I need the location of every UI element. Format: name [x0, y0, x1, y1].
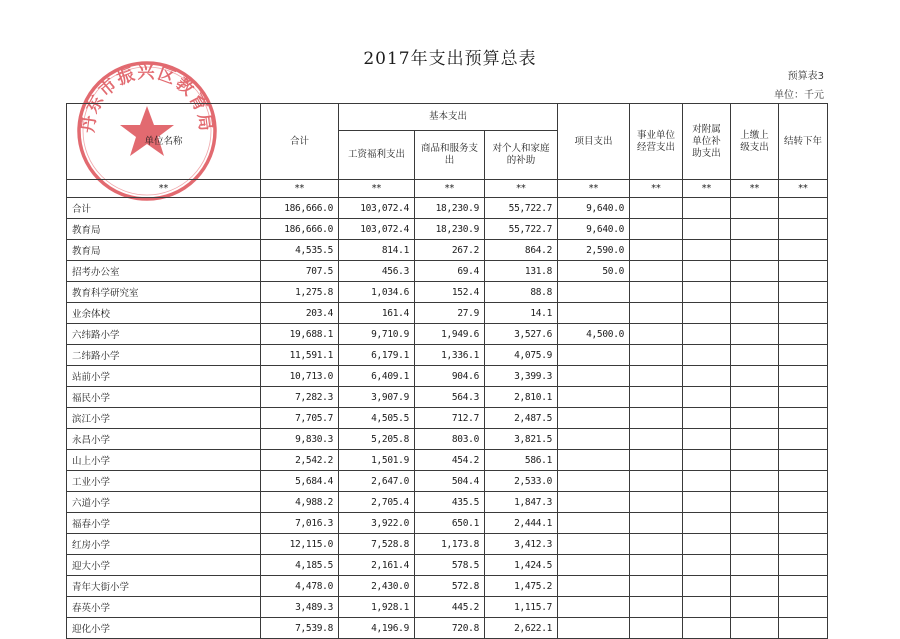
business-cell — [630, 219, 683, 240]
goods-cell: 18,230.9 — [415, 198, 485, 219]
wages-cell: 4,505.5 — [339, 408, 415, 429]
goods-cell: 578.5 — [415, 555, 485, 576]
upper-cell — [731, 219, 779, 240]
business-cell — [630, 534, 683, 555]
marker-cell: ** — [261, 180, 339, 198]
wages-cell: 456.3 — [339, 261, 415, 282]
goods-cell: 445.2 — [415, 597, 485, 618]
affiliated-cell — [683, 555, 731, 576]
subsidy-cell: 2,622.1 — [485, 618, 558, 639]
upper-cell — [731, 576, 779, 597]
project-cell — [558, 387, 630, 408]
marker-cell: ** — [339, 180, 415, 198]
upper-cell — [731, 555, 779, 576]
wages-cell: 6,409.1 — [339, 366, 415, 387]
goods-cell: 572.8 — [415, 576, 485, 597]
unit-name-cell: 教育局 — [67, 219, 261, 240]
affiliated-cell — [683, 597, 731, 618]
total-cell: 12,115.0 — [261, 534, 339, 555]
project-cell — [558, 366, 630, 387]
carryover-cell — [779, 198, 828, 219]
subsidy-cell: 88.8 — [485, 282, 558, 303]
col-carryover: 结转下年 — [779, 104, 828, 180]
unit-name-cell: 招考办公室 — [67, 261, 261, 282]
upper-cell — [731, 534, 779, 555]
total-cell: 7,282.3 — [261, 387, 339, 408]
project-cell — [558, 576, 630, 597]
goods-cell: 69.4 — [415, 261, 485, 282]
wages-cell: 161.4 — [339, 303, 415, 324]
unit-name-cell: 山上小学 — [67, 450, 261, 471]
business-cell — [630, 555, 683, 576]
wages-cell: 103,072.4 — [339, 198, 415, 219]
wages-cell: 1,928.1 — [339, 597, 415, 618]
marker-cell: ** — [630, 180, 683, 198]
business-cell — [630, 597, 683, 618]
affiliated-cell — [683, 429, 731, 450]
table-row — [67, 303, 828, 324]
total-cell: 10,713.0 — [261, 366, 339, 387]
marker-cell: ** — [731, 180, 779, 198]
total-cell: 203.4 — [261, 303, 339, 324]
table-row — [67, 345, 828, 366]
total-cell: 186,666.0 — [261, 198, 339, 219]
table-row — [67, 198, 828, 219]
carryover-cell — [779, 618, 828, 639]
upper-cell — [731, 450, 779, 471]
upper-cell — [731, 198, 779, 219]
goods-cell: 18,230.9 — [415, 219, 485, 240]
total-cell: 4,478.0 — [261, 576, 339, 597]
affiliated-cell — [683, 324, 731, 345]
subsidy-cell: 3,399.3 — [485, 366, 558, 387]
affiliated-cell — [683, 240, 731, 261]
project-cell — [558, 429, 630, 450]
business-cell — [630, 366, 683, 387]
marker-row — [67, 180, 828, 198]
unit-name-cell: 二纬路小学 — [67, 345, 261, 366]
business-cell — [630, 198, 683, 219]
total-cell: 707.5 — [261, 261, 339, 282]
business-cell — [630, 345, 683, 366]
subsidy-cell: 14.1 — [485, 303, 558, 324]
table-row — [67, 282, 828, 303]
table-row — [67, 219, 828, 240]
goods-cell: 720.8 — [415, 618, 485, 639]
subsidy-cell: 864.2 — [485, 240, 558, 261]
project-cell — [558, 471, 630, 492]
affiliated-cell — [683, 534, 731, 555]
project-cell: 50.0 — [558, 261, 630, 282]
business-cell — [630, 408, 683, 429]
upper-cell — [731, 366, 779, 387]
business-cell — [630, 324, 683, 345]
affiliated-cell — [683, 492, 731, 513]
upper-cell — [731, 345, 779, 366]
carryover-cell — [779, 240, 828, 261]
project-cell — [558, 513, 630, 534]
total-cell: 19,688.1 — [261, 324, 339, 345]
marker-cell: ** — [67, 180, 261, 198]
goods-cell: 267.2 — [415, 240, 485, 261]
subsidy-cell: 1,115.7 — [485, 597, 558, 618]
upper-cell — [731, 597, 779, 618]
affiliated-cell — [683, 345, 731, 366]
marker-cell: ** — [485, 180, 558, 198]
total-cell: 7,539.8 — [261, 618, 339, 639]
subsidy-cell: 1,847.3 — [485, 492, 558, 513]
upper-cell — [731, 408, 779, 429]
col-subsidy: 对个人和家庭的补助 — [485, 131, 558, 180]
page-title: 2017年支出预算总表 — [363, 49, 537, 69]
business-cell — [630, 618, 683, 639]
unit-name-cell: 红房小学 — [67, 534, 261, 555]
subsidy-cell: 3,821.5 — [485, 429, 558, 450]
marker-cell: ** — [779, 180, 828, 198]
unit-name-cell: 合计 — [67, 198, 261, 219]
project-cell — [558, 618, 630, 639]
upper-cell — [731, 429, 779, 450]
unit-name-cell: 春英小学 — [67, 597, 261, 618]
wages-cell: 2,647.0 — [339, 471, 415, 492]
subsidy-cell: 4,075.9 — [485, 345, 558, 366]
project-cell: 2,590.0 — [558, 240, 630, 261]
business-cell — [630, 240, 683, 261]
wages-cell: 4,196.9 — [339, 618, 415, 639]
project-cell — [558, 345, 630, 366]
table-row — [67, 597, 828, 618]
project-cell — [558, 492, 630, 513]
col-unit-name: 单位名称 — [67, 104, 261, 180]
affiliated-cell — [683, 576, 731, 597]
marker-cell: ** — [415, 180, 485, 198]
goods-cell: 564.3 — [415, 387, 485, 408]
wages-cell: 3,907.9 — [339, 387, 415, 408]
affiliated-cell — [683, 303, 731, 324]
affiliated-cell — [683, 282, 731, 303]
goods-cell: 454.2 — [415, 450, 485, 471]
wages-cell: 103,072.4 — [339, 219, 415, 240]
col-goods: 商品和服务支出 — [415, 131, 485, 180]
total-cell: 186,666.0 — [261, 219, 339, 240]
subsidy-cell: 3,527.6 — [485, 324, 558, 345]
affiliated-cell — [683, 261, 731, 282]
goods-cell: 650.1 — [415, 513, 485, 534]
subsidy-cell: 55,722.7 — [485, 198, 558, 219]
total-cell: 4,535.5 — [261, 240, 339, 261]
unit-name-cell: 教育科学研究室 — [67, 282, 261, 303]
unit-name-cell: 福民小学 — [67, 387, 261, 408]
project-cell — [558, 450, 630, 471]
project-cell — [558, 597, 630, 618]
wages-cell: 2,430.0 — [339, 576, 415, 597]
affiliated-cell — [683, 366, 731, 387]
goods-cell: 1,336.1 — [415, 345, 485, 366]
upper-cell — [731, 618, 779, 639]
goods-cell: 504.4 — [415, 471, 485, 492]
carryover-cell — [779, 492, 828, 513]
col-business: 事业单位经营支出 — [630, 104, 683, 180]
col-wages: 工资福利支出 — [339, 131, 415, 180]
form-number: 预算表3 — [787, 71, 824, 82]
table-row — [67, 450, 828, 471]
subsidy-cell: 55,722.7 — [485, 219, 558, 240]
upper-cell — [731, 303, 779, 324]
project-cell: 9,640.0 — [558, 219, 630, 240]
carryover-cell — [779, 303, 828, 324]
goods-cell: 435.5 — [415, 492, 485, 513]
unit-name-cell: 福春小学 — [67, 513, 261, 534]
table-row — [67, 492, 828, 513]
project-cell — [558, 303, 630, 324]
table-row — [67, 429, 828, 450]
subsidy-cell: 2,444.1 — [485, 513, 558, 534]
total-cell: 5,684.4 — [261, 471, 339, 492]
carryover-cell — [779, 345, 828, 366]
table-row — [67, 471, 828, 492]
carryover-cell — [779, 261, 828, 282]
carryover-cell — [779, 408, 828, 429]
table-row — [67, 387, 828, 408]
business-cell — [630, 471, 683, 492]
marker-cell: ** — [683, 180, 731, 198]
total-cell: 4,185.5 — [261, 555, 339, 576]
subsidy-cell: 2,533.0 — [485, 471, 558, 492]
carryover-cell — [779, 387, 828, 408]
col-upper: 上缴上级支出 — [731, 104, 779, 180]
affiliated-cell — [683, 198, 731, 219]
affiliated-cell — [683, 513, 731, 534]
carryover-cell — [779, 534, 828, 555]
table-row — [67, 408, 828, 429]
subsidy-cell: 131.8 — [485, 261, 558, 282]
upper-cell — [731, 282, 779, 303]
table-row — [67, 555, 828, 576]
business-cell — [630, 261, 683, 282]
wages-cell: 3,922.0 — [339, 513, 415, 534]
wages-cell: 2,705.4 — [339, 492, 415, 513]
subsidy-cell: 3,412.3 — [485, 534, 558, 555]
upper-cell — [731, 513, 779, 534]
table-row — [67, 324, 828, 345]
carryover-cell — [779, 576, 828, 597]
budget-table — [66, 103, 828, 639]
goods-cell: 904.6 — [415, 366, 485, 387]
table-row — [67, 366, 828, 387]
carryover-cell — [779, 450, 828, 471]
project-cell — [558, 555, 630, 576]
wages-cell: 5,205.8 — [339, 429, 415, 450]
wages-cell: 7,528.8 — [339, 534, 415, 555]
upper-cell — [731, 492, 779, 513]
goods-cell: 1,949.6 — [415, 324, 485, 345]
goods-cell: 712.7 — [415, 408, 485, 429]
unit-name-cell: 迎化小学 — [67, 618, 261, 639]
carryover-cell — [779, 366, 828, 387]
subsidy-cell: 1,475.2 — [485, 576, 558, 597]
carryover-cell — [779, 555, 828, 576]
wages-cell: 9,710.9 — [339, 324, 415, 345]
business-cell — [630, 450, 683, 471]
project-cell — [558, 408, 630, 429]
upper-cell — [731, 240, 779, 261]
col-total: 合计 — [261, 104, 339, 180]
carryover-cell — [779, 471, 828, 492]
carryover-cell — [779, 324, 828, 345]
goods-cell: 803.0 — [415, 429, 485, 450]
project-cell: 9,640.0 — [558, 198, 630, 219]
wages-cell: 1,034.6 — [339, 282, 415, 303]
wages-cell: 6,179.1 — [339, 345, 415, 366]
affiliated-cell — [683, 450, 731, 471]
unit-name-cell: 工业小学 — [67, 471, 261, 492]
carryover-cell — [779, 429, 828, 450]
table-body — [67, 198, 828, 639]
table-row — [67, 618, 828, 639]
business-cell — [630, 576, 683, 597]
wages-cell: 1,501.9 — [339, 450, 415, 471]
upper-cell — [731, 324, 779, 345]
marker-cell: ** — [558, 180, 630, 198]
business-cell — [630, 303, 683, 324]
total-cell: 4,988.2 — [261, 492, 339, 513]
upper-cell — [731, 387, 779, 408]
goods-cell: 152.4 — [415, 282, 485, 303]
unit-name-cell: 教育局 — [67, 240, 261, 261]
total-cell: 9,830.3 — [261, 429, 339, 450]
business-cell — [630, 429, 683, 450]
unit-name-cell: 青年大街小学 — [67, 576, 261, 597]
total-cell: 7,016.3 — [261, 513, 339, 534]
upper-cell — [731, 471, 779, 492]
table-row — [67, 576, 828, 597]
carryover-cell — [779, 597, 828, 618]
total-cell: 2,542.2 — [261, 450, 339, 471]
wages-cell: 814.1 — [339, 240, 415, 261]
unit-name-cell: 六道小学 — [67, 492, 261, 513]
subsidy-cell: 1,424.5 — [485, 555, 558, 576]
affiliated-cell — [683, 618, 731, 639]
subsidy-cell: 2,487.5 — [485, 408, 558, 429]
unit-name-cell: 六纬路小学 — [67, 324, 261, 345]
unit-name-cell: 迎大小学 — [67, 555, 261, 576]
header-row-1 — [67, 104, 828, 131]
wages-cell: 2,161.4 — [339, 555, 415, 576]
affiliated-cell — [683, 219, 731, 240]
svg-text:丹东市振兴区教育局: 丹东市振兴区教育局 — [78, 63, 216, 135]
unit-name-cell: 业余体校 — [67, 303, 261, 324]
business-cell — [630, 492, 683, 513]
table-row — [67, 534, 828, 555]
affiliated-cell — [683, 408, 731, 429]
total-cell: 7,705.7 — [261, 408, 339, 429]
col-project: 项目支出 — [558, 104, 630, 180]
unit-name-cell: 滨江小学 — [67, 408, 261, 429]
unit-name-cell: 永昌小学 — [67, 429, 261, 450]
carryover-cell — [779, 219, 828, 240]
unit-label: 单位：千元 — [774, 90, 824, 101]
upper-cell — [731, 261, 779, 282]
carryover-cell — [779, 282, 828, 303]
project-cell — [558, 282, 630, 303]
project-cell: 4,500.0 — [558, 324, 630, 345]
col-affiliated: 对附属单位补助支出 — [683, 104, 731, 180]
table-row — [67, 513, 828, 534]
affiliated-cell — [683, 471, 731, 492]
unit-name-cell: 站前小学 — [67, 366, 261, 387]
subsidy-cell: 2,810.1 — [485, 387, 558, 408]
col-basic: 基本支出 — [339, 104, 558, 131]
affiliated-cell — [683, 387, 731, 408]
table-row — [67, 261, 828, 282]
goods-cell: 1,173.8 — [415, 534, 485, 555]
project-cell — [558, 534, 630, 555]
carryover-cell — [779, 513, 828, 534]
total-cell: 1,275.8 — [261, 282, 339, 303]
business-cell — [630, 387, 683, 408]
total-cell: 11,591.1 — [261, 345, 339, 366]
business-cell — [630, 513, 683, 534]
business-cell — [630, 282, 683, 303]
table-row — [67, 240, 828, 261]
subsidy-cell: 586.1 — [485, 450, 558, 471]
total-cell: 3,489.3 — [261, 597, 339, 618]
goods-cell: 27.9 — [415, 303, 485, 324]
